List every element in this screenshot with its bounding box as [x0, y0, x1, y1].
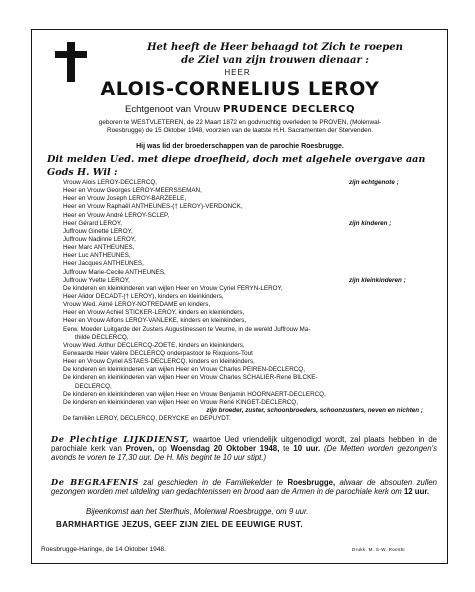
mourner-entry: DECLERCQ, — [75, 382, 112, 390]
intro-line-1: Het heeft de Heer behaagd tot Zich te roepen — [147, 42, 403, 53]
mourner-entry: Eerw. Moeder Luitgarde der Zusters Augustinessen te Veurne, in de wereld Juffrouw Ma- — [63, 325, 311, 333]
service-date: Woensdag 20 Oktober 1948, — [170, 444, 280, 454]
mourner-entry: Juffrouw Yvette LEROY, zijn kleinkinderen ; — [63, 276, 406, 284]
mourner-entry: Juffrouw Marie-Cecile ANTHEUNES, — [63, 268, 166, 276]
membership-line: Hij was lid der broederschappen van de parochie Roesbrugge. — [136, 143, 344, 150]
honorific-label: HEER — [224, 68, 251, 77]
mourner-entry: De kinderen en kleinkinderen van wijlen Heer en Vrouw Charles PEIREN-DECLERCQ, — [63, 366, 305, 374]
mourner-entry: De familiën LEROY, DECLERCQ, DERYCKE en DEPUYDT. — [63, 415, 231, 423]
relation-tag: zijn broeder, zuster, schoonbroeders, schoonzusters, neven en nichten ; — [206, 406, 423, 414]
mourner-entry: De kinderen en kleinkinderen van wijlen Heer en Vrouw René KINGET-DECLERCQ, — [63, 398, 298, 406]
intro-line-2: de Ziel van zijn trouwen dienaar : — [181, 55, 369, 66]
deceased-name: ALOIS-CORNELIUS LEROY — [100, 78, 380, 100]
gathering-line: Bijeenkomst aan het Sterfhuis, Molenwal Roesbrugge, om 9 uur. — [86, 507, 309, 516]
biography — [44, 119, 436, 135]
mourner-entry: Vrouw Wed. Arthur DECLERCQ-ZOETE, kinders en kleinkinders, — [63, 341, 245, 349]
prayer-line: BARMHARTIGE JEZUS, GEEF ZIJN ZIEL DE EEUWIGE RUST. — [56, 520, 303, 529]
mourner-entry: Heer Jacques ANTHEUNES, — [63, 260, 144, 268]
service-place: Proven, — [125, 444, 155, 454]
mourner-entry: Juffrouw Ginette LEROY, — [63, 227, 133, 235]
relation-tag: zijn kinderen ; — [349, 219, 392, 227]
spouse-prefix: Echtgenoot van Vrouw — [125, 104, 221, 115]
mourner-entry: Heer en Vrouw Joseph LEROY-BARZEELE, — [63, 195, 187, 203]
mourner-entry: De kinderen en kleinkinderen van wijlen Heer en Vrouw Charles SCHALIER-René BILCKE- — [63, 374, 318, 382]
mourner-entry: Eerwaarde Heer Valère DECLERCQ onderpastoor te Rixquons-Tout — [63, 349, 253, 357]
mourner-entry: Heer en Vrouw Cyriel ASTAES-DECLERCQ, kinders en kleinkinders, — [63, 358, 255, 366]
service-time: 10 uur. — [293, 444, 321, 454]
bio-line-1: geboren te WESTVLETEREN, de 22 Maart 1872 en godvruchtig overleden te PROVEN, (Molenwal- — [98, 119, 382, 126]
service-lead: De Plechtige LIJKDIENST, — [51, 434, 190, 444]
spouse-line — [40, 104, 440, 115]
mourner-entry: Heer en Vrouw André LEROY-SCLEP, — [63, 211, 170, 219]
relation-tag: zijn echtgenote ; — [349, 179, 399, 186]
funeral-service-paragraph: De Plechtige LIJKDIENST, waartoe Ued vriendelijk uitgenodigd wordt, zal plaats hebben in de parochiale kerk van Proven, op Woensdag 20 Oktober 1948, te 10 uur. (De Metten worden gezongen's avonds te voren te 17,30 uur. De H. Mis begint te 10 uur stipt.) — [51, 434, 437, 463]
mourner-entry: Vrouw Wed. Aimé LEROY-NOTREDAME en kinders, — [63, 301, 211, 309]
announce-line-2: Gods H. Wil : — [47, 167, 118, 178]
mourner-entry: thilde DECLERCQ, — [75, 333, 129, 341]
mourner-entry: Heer Gérard LEROY, zijn kinderen ; — [63, 219, 392, 227]
mourner-entry: Heer Luc ANTHEUNES, — [63, 252, 131, 260]
mourner-entry — [63, 407, 423, 415]
mourner-entry: Vrouw Alois LEROY-DECLERCQ, zijn echtgenote ; — [63, 179, 399, 186]
burial-lead: De BEGRAFENIS — [51, 477, 139, 487]
mourner-entry: De kinderen en kleinkinderen van wijlen Heer en Vrouw Cyriel FERYN-LEROY, — [63, 284, 283, 292]
burial-paragraph: De BEGRAFENIS zal geschieden in de Familiekelder te Roesbrugge, alwaar de absouten zullen gezongen worden met uitdeling van gedachtenissen en brood aan de Armen in de parochiale kerk om 12 uur. — [51, 477, 437, 497]
burial-time: 12 uur. — [403, 487, 430, 497]
bio-line-2: Roesbrugge) de 15 Oktober 1948, voorzien van de laatste H.H. Sacramenten der Stervenden. — [106, 126, 374, 134]
mourner-entry: De kinderen en kleinkinderen van wijlen Heer en Vrouw Benjamin HOORNAERT-DECLERCQ, — [63, 390, 326, 398]
mourner-entry: Heer Alidor DECADT-(† LEROY), kinders en kleinkinders, — [63, 292, 224, 300]
place-date: Roesbrugge-Haringe, de 14 Oktober 1948. — [41, 546, 166, 553]
spouse-name: PRUDENCE DECLERCQ — [222, 104, 355, 115]
burial-place: Roesbrugge, — [287, 478, 336, 487]
announce-line-1: Dit melden Ued. met diepe droefheid, doch met algehele overgave aan — [47, 154, 426, 165]
mourner-entry: Heer en Vrouw Achiel STICKER-LEROY, kinders en kleinkinders, — [63, 309, 245, 317]
mourner-entry: Heer en Vrouw Raphaël ANTHEUNES-(† LEROY)-VERDONCK, — [63, 203, 243, 211]
mourner-entry: Heer en Vrouw Alfons LEROY-VANLEKE, kinders en kleinkinders, — [63, 317, 247, 325]
mourner-entry: Heer en Vrouw Georges LEROY-MEERSSEMAN, — [63, 187, 202, 195]
mourners-list — [63, 179, 423, 423]
mourner-entry: Juffrouw Nadinne LEROY, — [63, 235, 136, 243]
mourner-entry: Heer Marc ANTHEUNES, — [63, 244, 135, 252]
printer-credit: Drukk. M. S-W. Roesbr — [352, 547, 406, 552]
relation-tag: zijn kleinkinderen ; — [349, 276, 406, 284]
